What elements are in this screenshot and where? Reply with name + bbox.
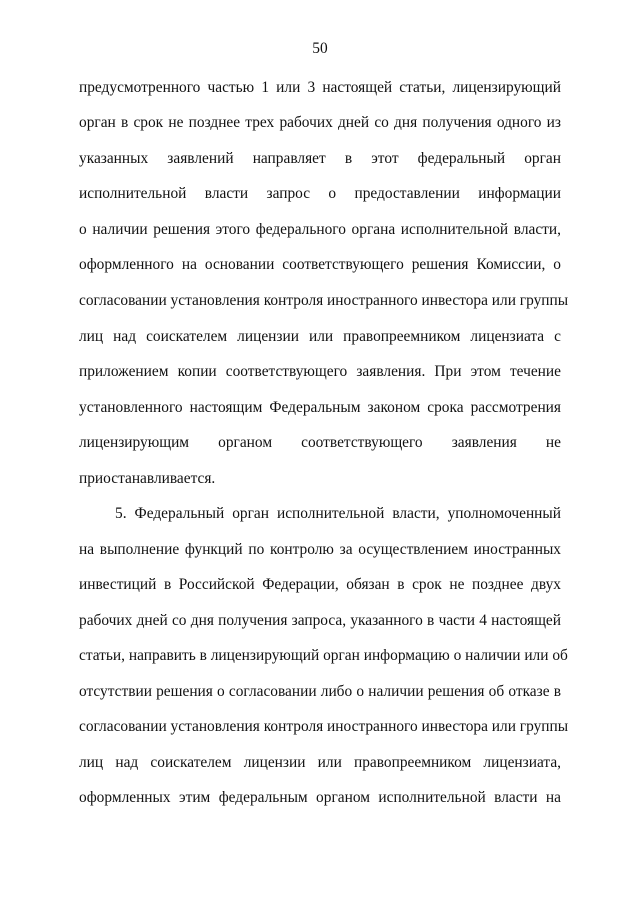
text-line: статьи, направить в лицензирующий орган информацию о наличии или об xyxy=(79,647,568,664)
text-line: установленного настоящим Федеральным законом срока рассмотрения xyxy=(79,399,561,416)
text-line: рабочих дней со дня получения запроса, указанного в части 4 настоящей xyxy=(79,612,561,629)
text-line: согласовании установления контроля иностранного инвестора или группы xyxy=(79,292,569,309)
text-line: оформленных этим федеральным органом исполнительной власти на xyxy=(79,789,561,806)
text-line: лиц над соискателем лицензии или правопреемником лицензиата с xyxy=(79,328,561,345)
text-line: о наличии решения этого федерального органа исполнительной власти, xyxy=(79,221,561,238)
text-line: 5. Федеральный орган исполнительной власти, уполномоченный xyxy=(115,505,561,522)
text-line: инвестиций в Российской Федерации, обязан в срок не позднее двух xyxy=(79,576,561,593)
text-line: лицензирующим органом соответствующего заявления не xyxy=(79,434,561,451)
text-line: лиц над соискателем лицензии или правопреемником лицензиата, xyxy=(79,754,561,771)
text-line: предусмотренного частью 1 или 3 настоящей статьи, лицензирующий xyxy=(79,79,561,96)
text-line: оформленного на основании соответствующего решения Комиссии, о xyxy=(79,256,561,273)
text-line: исполнительной власти запрос о предоставлении информации xyxy=(79,185,561,202)
text-line: указанных заявлений направляет в этот федеральный орган xyxy=(79,150,561,167)
page-number: 50 xyxy=(312,40,328,57)
text-line: приостанавливается. xyxy=(79,470,216,487)
text-line: отсутствии решения о согласовании либо о наличии решения об отказе в xyxy=(79,683,561,700)
text-line: на выполнение функций по контролю за осуществлением иностранных xyxy=(79,541,561,558)
text-line: приложением копии соответствующего заявления. При этом течение xyxy=(79,363,561,380)
text-line: орган в срок не позднее трех рабочих дней со дня получения одного из xyxy=(79,114,561,131)
text-line: согласовании установления контроля иностранного инвестора или группы xyxy=(79,718,569,735)
